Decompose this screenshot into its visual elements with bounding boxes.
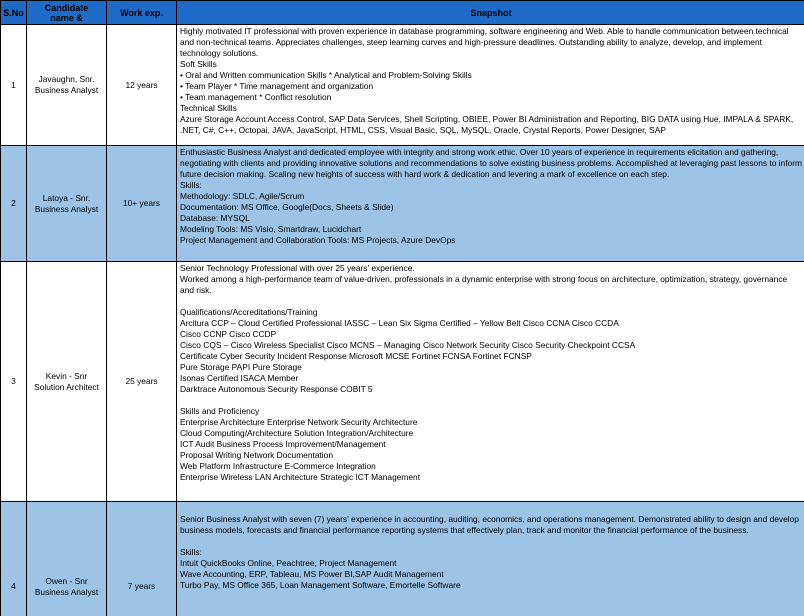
snapshot-summary: Worked among a high-performance team of value-driven, professionals in a dynamic enterprise with strong focus on architecture, optimization, strategy, governance and risk.: [180, 274, 788, 295]
snapshot-summary: Senior Business Analyst with seven (7) years' experience in accounting, auditing, economics, and operations management. Demonstrated ability to design and develop business models, forecasts and financial performance reporting systems that effectively plan, track and monitor the financial performance of the business.: [180, 514, 799, 535]
snapshot-line: Skills and Proficiency: [180, 406, 260, 416]
header-work-exp[interactable]: Work exp.: [107, 1, 177, 25]
snapshot-line: Enterprise Architecture Enterprise Network Security Architecture: [180, 417, 418, 427]
cell-snapshot[interactable]: [177, 25, 804, 146]
candidate-name: Owen - Snr: [45, 575, 88, 586]
cell-sno[interactable]: 3: [1, 262, 27, 502]
table-row[interactable]: [1, 262, 804, 502]
cell-snapshot[interactable]: [177, 262, 804, 502]
snapshot-line: Skills:: [180, 180, 202, 190]
candidate-role: Business Analyst: [34, 586, 99, 597]
snapshot-line: Cloud Computing/Architecture Solution Integration/Architecture: [180, 428, 414, 438]
snapshot-line: • Team management * Conflict resolution: [180, 92, 332, 102]
cell-candidate-name[interactable]: [27, 502, 107, 616]
snapshot-line: Modeling Tools: MS Visio, Smartdraw, Lucidchart: [180, 224, 362, 234]
candidate-role: Business Analyst: [34, 203, 99, 214]
table-row[interactable]: [1, 502, 804, 616]
header-candidate-name[interactable]: [27, 1, 107, 25]
snapshot-line: Darktrace Autonomous Security Response COBIT 5: [180, 384, 373, 394]
snapshot-line: Technical Skills: [180, 103, 237, 113]
snapshot-summary: Enthusiastic Business Analyst and dedicated employee with integrity and strong work ethic. Over 10 years of experience in requirements elicitation and gathering, negotiating with clients and providing innovative solutions and recommendations to solve existing business problems. Accomplished at leveraging past lessons to inform future decision making. Scaling new heights of success with hard work & dedication and levering a mark of excellence on each step.: [180, 147, 802, 179]
header-row: [1, 1, 804, 25]
header-snapshot[interactable]: Snapshot: [177, 1, 804, 25]
blank-line: [180, 395, 803, 406]
snapshot-line: Soft Skills: [180, 59, 217, 69]
snapshot-line: Qualifications/Accreditations/Training: [180, 307, 318, 317]
snapshot-line: Turbo Pay, MS Office 365, Loan Management Software, Emortelle Software: [180, 580, 461, 590]
candidate-role: Business Analyst: [34, 85, 99, 95]
cell-sno[interactable]: 1: [1, 25, 27, 146]
cell-candidate-name[interactable]: [27, 146, 107, 262]
snapshot-line: Proposal Writing Network Documentation: [180, 450, 333, 460]
cell-candidate-name[interactable]: [27, 25, 107, 146]
snapshot-line: Certificate Cyber Security Incident Response Microsoft MCSE Fortinet FCNSA Fortinet FCNSP: [180, 351, 532, 361]
snapshot-line: Wave Accounting, ERP, Tableau, MS Power BI,SAP Audit Management: [180, 569, 444, 579]
snapshot-line: Isonas Certified ISACA Member: [180, 373, 299, 383]
header-candidate-name-text: Candidate name &: [44, 2, 89, 23]
snapshot-line: Web Platform Infrastructure E-Commerce Integration: [180, 461, 376, 471]
candidate-name: Latoya - Snr.: [42, 192, 91, 203]
candidate-role: Solution Architect: [34, 381, 99, 392]
candidate-name: Kevin - Snr: [45, 370, 88, 381]
cell-sno[interactable]: 4: [1, 502, 27, 616]
table-row[interactable]: [1, 146, 804, 262]
snapshot-line: Pure Storage PAPI Pure Storage: [180, 362, 302, 372]
snapshot-line: Intuit QuickBooks Online, Peachtree, Project Management: [180, 558, 397, 568]
snapshot-line: Cisco CQS – Cisco Wireless Specialist Cisco MCNS – Managing Cisco Network Security Cisco Security Checkpoint CCSA: [180, 340, 636, 350]
blank-line: [180, 503, 803, 514]
cell-work-exp[interactable]: 25 years: [107, 262, 177, 502]
snapshot-line: • Oral and Written communication Skills * Analytical and Problem-Solving Skills: [180, 70, 472, 80]
snapshot-line: ICT Audit Business Process Improvement/Management: [180, 439, 386, 449]
snapshot-line: Database: MYSQL: [180, 213, 250, 223]
snapshot-line: Skills:: [180, 547, 202, 557]
snapshot-summary: Highly motivated IT professional with proven experience in database programming, software engineering and Web. Able to handle communication between technical and non-technical teams. Appreciates challenges, steep learning curves and high-pressure deadlines. Outstanding ability to analyze, develop, and implement technology solutions.: [180, 26, 789, 58]
snapshot-line: Senior Technology Professional with over 25 years' experience.: [180, 263, 415, 273]
cell-work-exp[interactable]: 10+ years: [107, 146, 177, 262]
table-row[interactable]: [1, 25, 804, 146]
cell-work-exp[interactable]: 12 years: [107, 25, 177, 146]
snapshot-line: Methodology: SDLC, Agile/Scrum: [180, 191, 305, 201]
header-sno[interactable]: S.No: [1, 1, 27, 25]
snapshot-line: Enterprise Wireless LAN Architecture Strategic ICT Management: [180, 472, 421, 482]
snapshot-line: Arcitura CCP – Cloud Certified Professional IASSC – Lean Six Sigma Certified – Yellow Belt Cisco CCNA Cisco CCDA: [180, 318, 619, 328]
cell-snapshot[interactable]: [177, 502, 804, 616]
candidate-name: Javaughn, Snr.: [38, 74, 95, 84]
snapshot-line: Cisco CCNP Cisco CCDP: [180, 329, 277, 339]
snapshot-line: • Team Player * Time management and organization: [180, 81, 374, 91]
blank-line: [180, 296, 803, 307]
snapshot-line: Documentation: MS Office, Google(Docs, Sheets & Slide): [180, 202, 394, 212]
cell-sno[interactable]: 2: [1, 146, 27, 262]
cell-candidate-name[interactable]: [27, 262, 107, 502]
cell-work-exp[interactable]: 7 years: [107, 502, 177, 616]
snapshot-technical-skills: Azure Storage Account Access Control, SAP Data Services, Shell Scripting, OBIEE, Power BI Administration and Reporting, BIG DATA using Hue, IMPALA & SPARK, .NET, C#, C++, Octopai, JAVA, JavaScript, HTML, CSS, Visual Basic, SQL, MySQL, Oracle, Crystal Reports, Power Designer, SAP: [180, 114, 794, 135]
snapshot-line: Project Management and Collaboration Tools: MS Projects, Azure DevOps: [180, 235, 456, 245]
blank-line: [180, 536, 803, 547]
cell-snapshot[interactable]: [177, 146, 804, 262]
